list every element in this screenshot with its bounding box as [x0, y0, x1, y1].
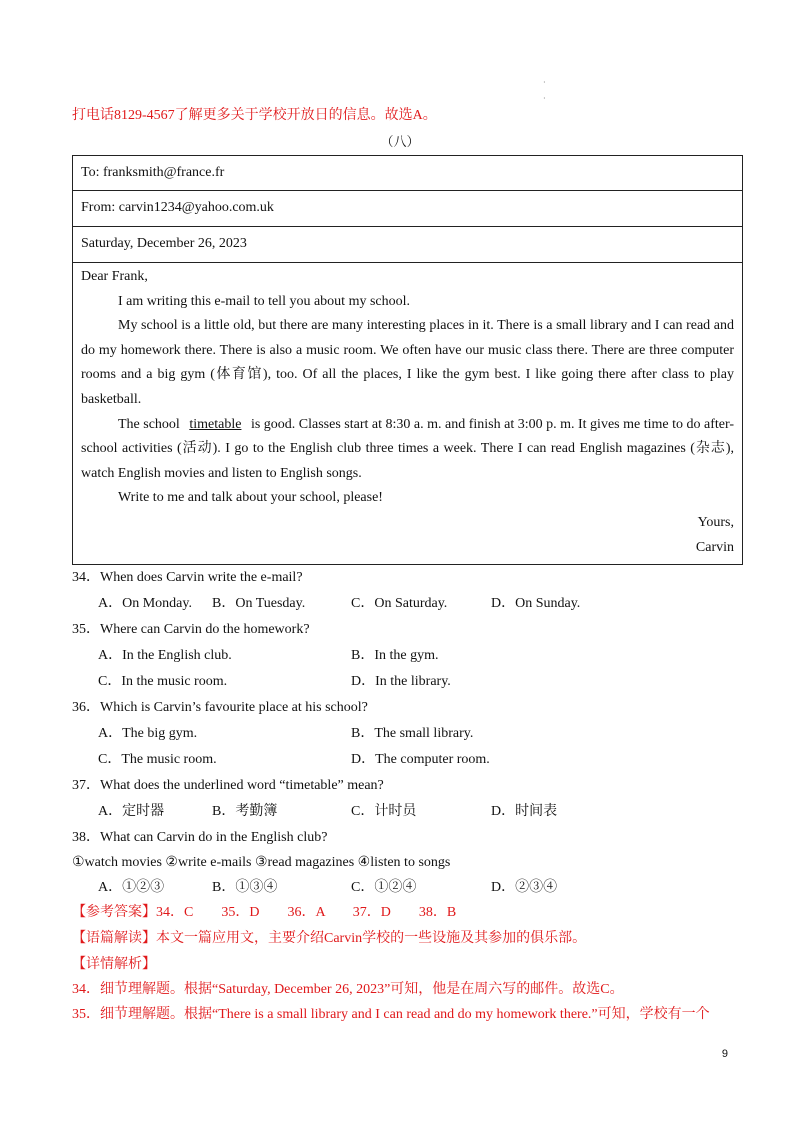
explanation-34: 34．细节理解题。根据“Saturday, December 26, 2023”可知，他是在周六写的邮件。故选C。	[72, 982, 624, 997]
email-to: To: franksmith@france.fr	[73, 156, 742, 191]
q38-option-a: A．①②③	[98, 880, 165, 895]
q36-option-a: A．The big gym.	[98, 726, 198, 741]
section-title: （八）	[380, 134, 420, 149]
passage-analysis: 【语篇解读】本文一篇应用文，主要介绍Carvin学校的一些设施及其参加的俱乐部。	[72, 931, 587, 946]
q37-option-a: A．定时器	[98, 804, 165, 819]
email-box	[72, 155, 743, 565]
email-from: From: carvin1234@yahoo.com.uk	[73, 191, 742, 227]
page-number: 9	[721, 1048, 728, 1060]
q35-option-c: C．In the music room.	[98, 674, 228, 689]
detail-heading: 【详情解析】	[72, 957, 156, 972]
scan-dot: ·	[543, 94, 546, 103]
previous-explanation-end: 打电话8129-4567了解更多关于学校开放日的信息。故选A。	[72, 108, 437, 123]
q38-option-c: C．①②④	[351, 880, 417, 895]
q37-option-c: C．计时员	[351, 804, 417, 819]
email-closing: Yours,	[697, 514, 734, 530]
scan-dot: ·	[543, 78, 546, 87]
q35-option-b: B．In the gym.	[351, 648, 439, 663]
email-signature: Carvin	[695, 539, 734, 555]
q34-option-b: B．On Tuesday.	[212, 596, 306, 611]
q38-option-b: B．①③④	[212, 880, 278, 895]
question-34: 34．When does Carvin write the e-mail?	[72, 570, 303, 585]
question-35: 35．Where can Carvin do the homework?	[72, 622, 310, 637]
q36-option-b: B．The small library.	[351, 726, 474, 741]
underlined-word-timetable: timetable	[189, 416, 242, 432]
q37-option-d: D．时间表	[491, 804, 558, 819]
q36-option-c: C．The music room.	[98, 752, 217, 767]
email-paragraph-2: My school is a little old, but there are many interesting places in it. There is a small library and I can read and do my homework there. There is also a music room. We often have our music class there. There are three computer rooms and a big gym (体育馆), too. Of all the places, I like the gym best. I like going there after class to play basketball.	[81, 318, 734, 407]
q37-option-b: B．考勤簿	[212, 804, 278, 819]
q38-option-d: D．②③④	[491, 880, 558, 895]
q34-option-a: A．On Monday.	[98, 596, 192, 611]
email-date: Saturday, December 26, 2023	[73, 227, 742, 263]
reference-answers: 【参考答案】34．C 35．D 36．A 37．D 38．B	[72, 905, 457, 920]
email-paragraph-4: Write to me and talk about your school, please!	[118, 490, 383, 506]
email-greeting: Dear Frank,	[81, 269, 148, 284]
question-38: 38．What can Carvin do in the English club?	[72, 830, 328, 845]
p3-after: is good. Classes start at 8:30 a. m. and finish at 3:00 p. m. It gives me time to do after-school activities (活动). I go to the English club three times a week. There I can read English magazines (杂志), watch English movies and listen to English songs.	[81, 416, 735, 481]
p3-before: The school	[118, 416, 180, 432]
q34-option-c: C．On Saturday.	[351, 596, 448, 611]
email-paragraph-3	[81, 413, 734, 487]
email-paragraph-1: I am writing this e-mail to tell you about my school.	[118, 293, 411, 309]
q36-option-d: D．The computer room.	[351, 752, 490, 767]
q35-option-a: A．In the English club.	[98, 648, 232, 663]
explanation-35: 35．细节理解题。根据“There is a small library and I can read and do my homework there.”可知，学校有一个	[72, 1007, 710, 1022]
q35-option-d: D．In the library.	[351, 674, 451, 689]
q38-choices: ①watch movies ②write e-mails ③read magazines ④listen to songs	[72, 855, 451, 870]
question-36: 36．Which is Carvin’s favourite place at his school?	[72, 700, 368, 715]
email-body	[81, 263, 734, 560]
q34-option-d: D．On Sunday.	[491, 596, 581, 611]
question-37: 37．What does the underlined word “timetable” mean?	[72, 778, 384, 793]
